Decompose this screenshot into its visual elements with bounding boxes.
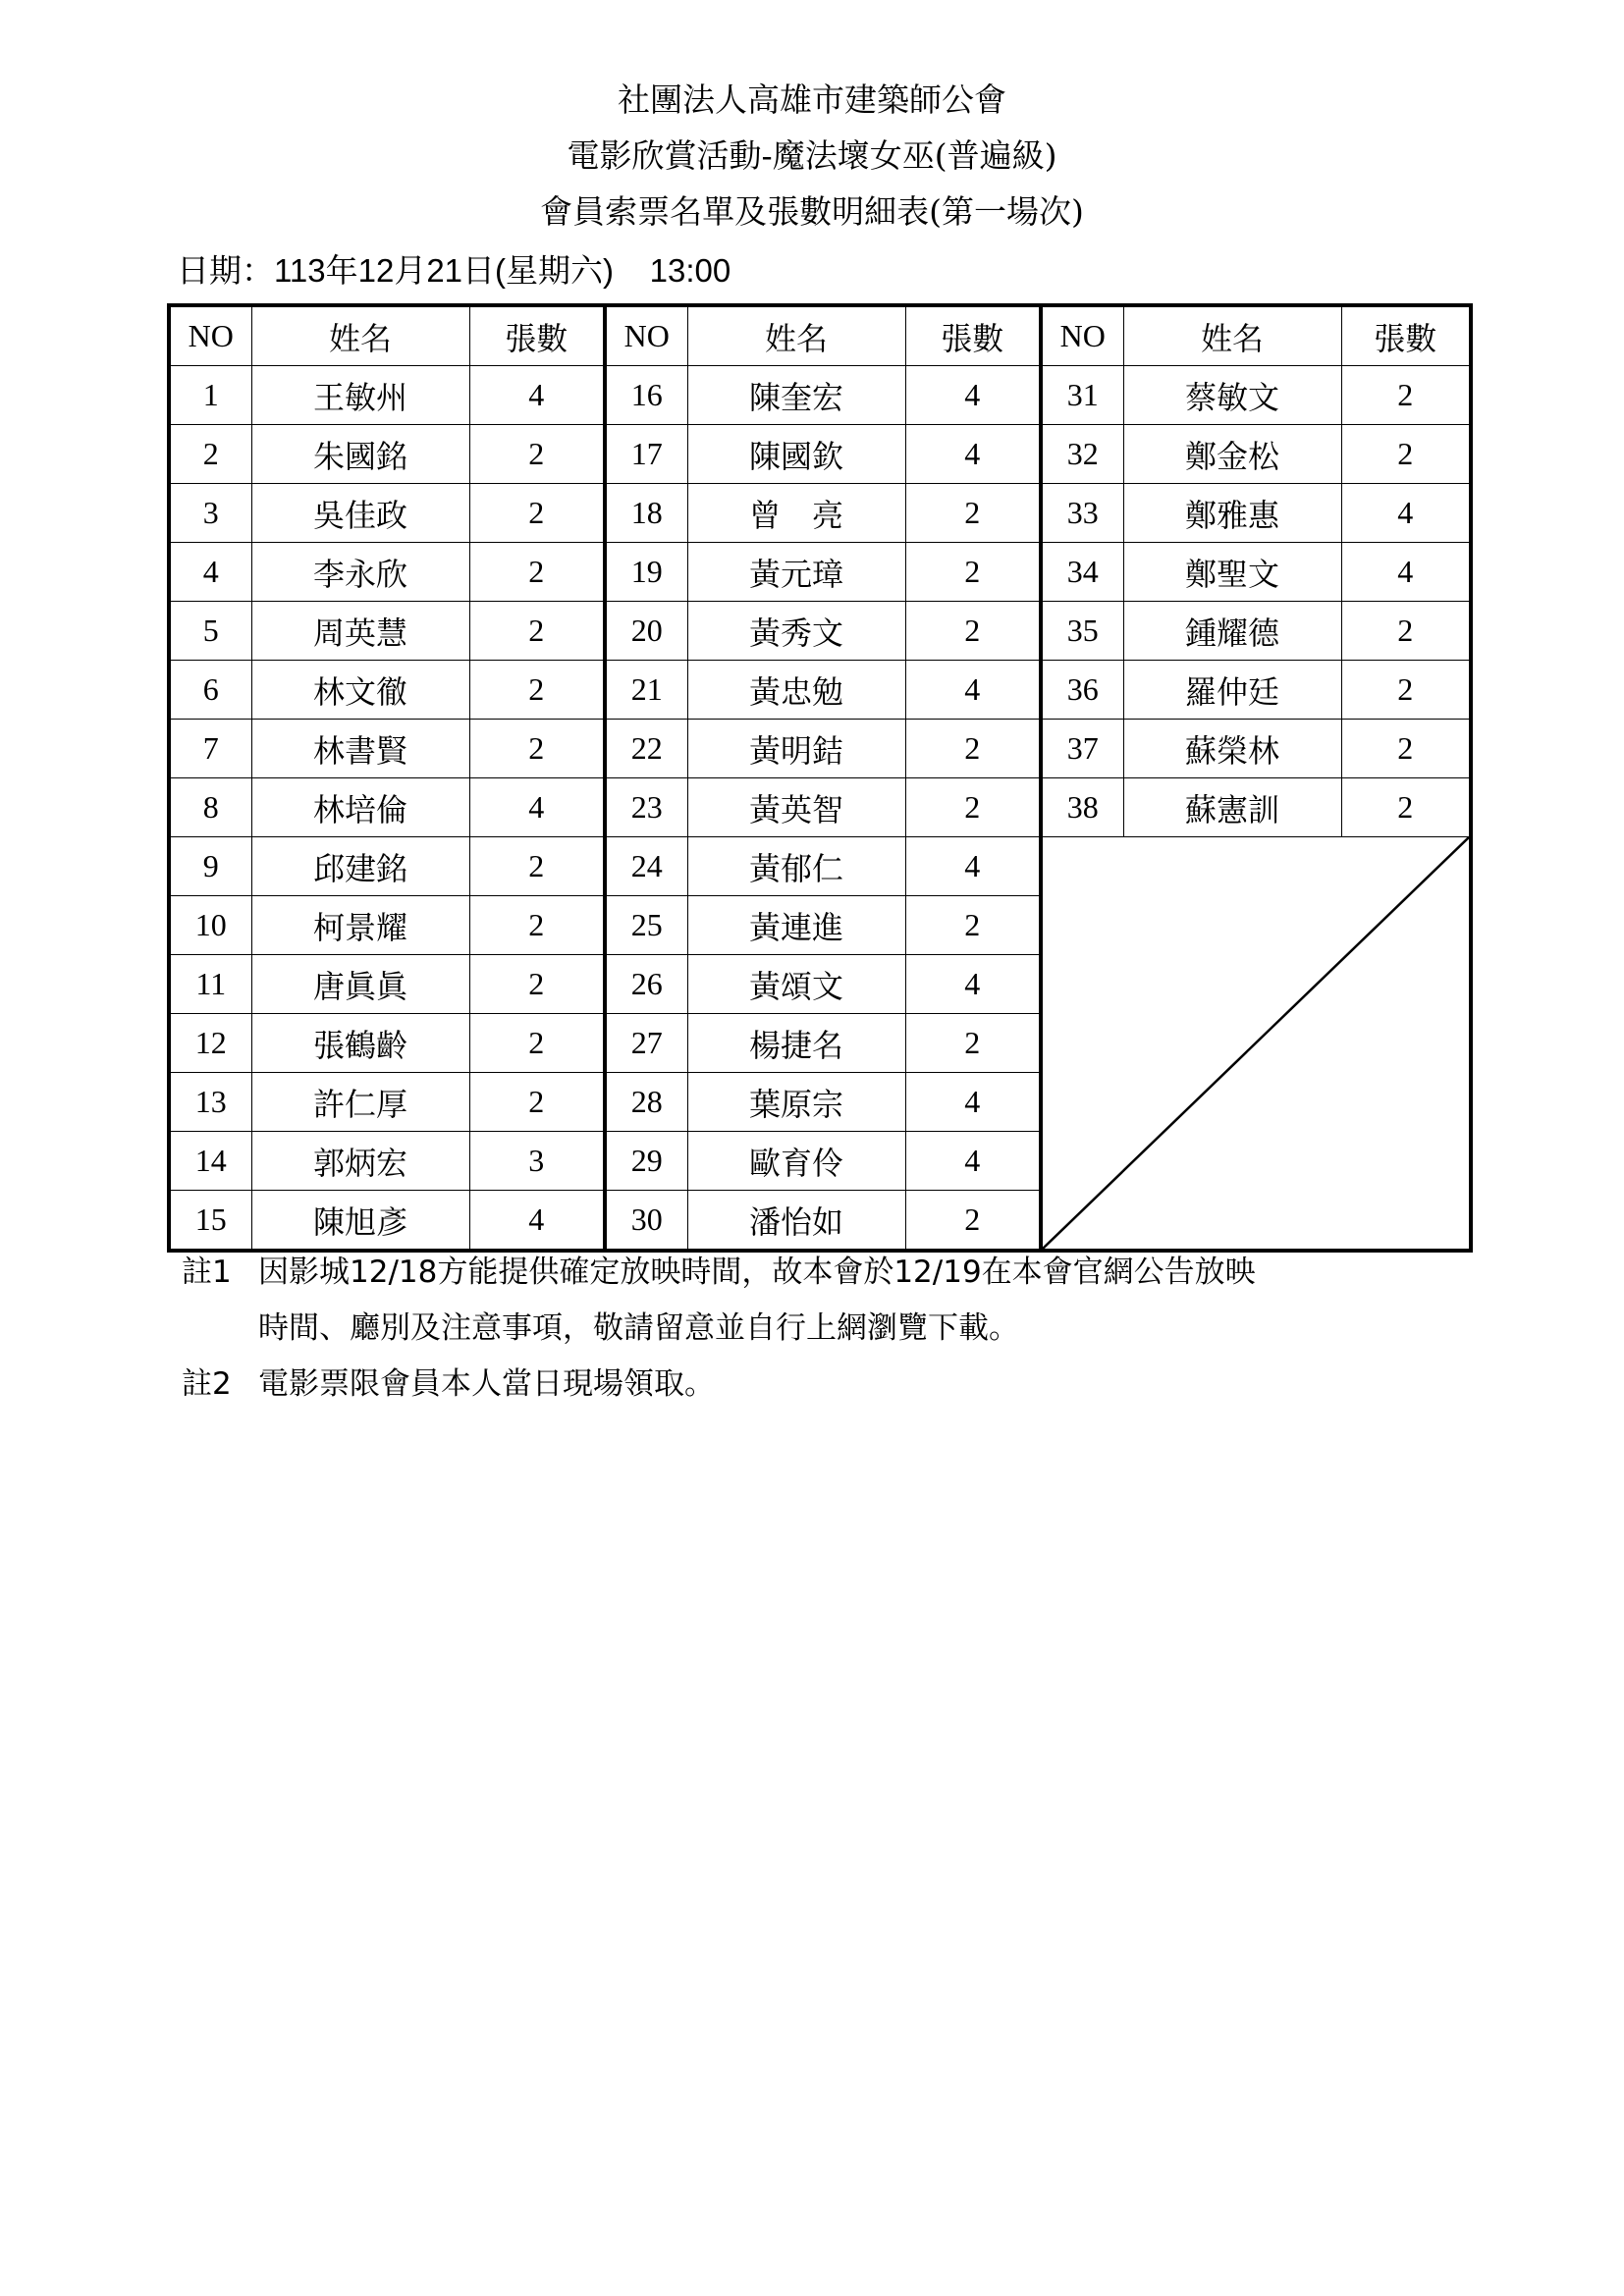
event-date: 日期：113年12月21日(星期六) 13:00 bbox=[177, 252, 731, 289]
table-row bbox=[169, 837, 1471, 896]
ticket-count: 2 bbox=[1341, 778, 1471, 837]
member-no: 37 bbox=[1041, 720, 1123, 778]
member-name: 郭炳宏 bbox=[251, 1132, 469, 1191]
ticket-count: 2 bbox=[905, 778, 1041, 837]
name-header: 姓名 bbox=[1123, 305, 1341, 366]
member-name: 林文徹 bbox=[251, 661, 469, 720]
member-no: 34 bbox=[1041, 543, 1123, 602]
ticket-count: 2 bbox=[1341, 602, 1471, 661]
member-no: 4 bbox=[169, 543, 251, 602]
ticket-count: 4 bbox=[905, 366, 1041, 425]
name-header: 姓名 bbox=[251, 305, 469, 366]
member-name: 葉原宗 bbox=[687, 1073, 905, 1132]
member-name: 羅仲廷 bbox=[1123, 661, 1341, 720]
no-header: NO bbox=[1041, 305, 1123, 366]
member-name: 黃明銡 bbox=[687, 720, 905, 778]
list-title: 會員索票名單及張數明細表(第一場次) bbox=[540, 192, 1084, 231]
member-name: 歐育伶 bbox=[687, 1132, 905, 1191]
ticket-count: 4 bbox=[905, 1132, 1041, 1191]
ticket-count: 2 bbox=[469, 543, 605, 602]
member-name: 王敏州 bbox=[251, 366, 469, 425]
member-name: 陳旭彥 bbox=[251, 1191, 469, 1252]
ticket-count: 3 bbox=[469, 1132, 605, 1191]
member-name: 黃頌文 bbox=[687, 955, 905, 1014]
member-no: 35 bbox=[1041, 602, 1123, 661]
member-name: 黃忠勉 bbox=[687, 661, 905, 720]
ticket-count: 2 bbox=[1341, 661, 1471, 720]
ticket-count: 2 bbox=[469, 602, 605, 661]
member-name: 陳奎宏 bbox=[687, 366, 905, 425]
member-name: 邱建銘 bbox=[251, 837, 469, 896]
ticket-count: 2 bbox=[905, 543, 1041, 602]
ticket-count: 2 bbox=[469, 1014, 605, 1073]
ticket-count: 2 bbox=[905, 720, 1041, 778]
ticket-count: 2 bbox=[469, 720, 605, 778]
member-name: 蘇憲訓 bbox=[1123, 778, 1341, 837]
member-no: 3 bbox=[169, 484, 251, 543]
member-name: 鍾耀德 bbox=[1123, 602, 1341, 661]
member-no: 28 bbox=[605, 1073, 687, 1132]
member-no: 17 bbox=[605, 425, 687, 484]
member-name: 許仁厚 bbox=[251, 1073, 469, 1132]
member-name: 林書賢 bbox=[251, 720, 469, 778]
document-title: 社團法人高雄市建築師公會 bbox=[618, 80, 1006, 119]
member-no: 13 bbox=[169, 1073, 251, 1132]
table-row bbox=[169, 778, 1471, 837]
member-no: 9 bbox=[169, 837, 251, 896]
member-no: 31 bbox=[1041, 366, 1123, 425]
member-name: 朱國銘 bbox=[251, 425, 469, 484]
member-no: 5 bbox=[169, 602, 251, 661]
note-2 bbox=[182, 1357, 1256, 1413]
ticket-count: 2 bbox=[469, 837, 605, 896]
member-name: 鄭聖文 bbox=[1123, 543, 1341, 602]
notes bbox=[182, 1245, 1256, 1413]
member-name: 周英慧 bbox=[251, 602, 469, 661]
table-row bbox=[169, 543, 1471, 602]
member-name: 曾 亮 bbox=[687, 484, 905, 543]
table-row bbox=[169, 366, 1471, 425]
member-no: 32 bbox=[1041, 425, 1123, 484]
note-1 bbox=[182, 1245, 1256, 1301]
member-no: 2 bbox=[169, 425, 251, 484]
member-no: 11 bbox=[169, 955, 251, 1014]
ticket-count: 2 bbox=[905, 484, 1041, 543]
ticket-count: 2 bbox=[905, 896, 1041, 955]
member-name: 唐眞眞 bbox=[251, 955, 469, 1014]
member-no: 15 bbox=[169, 1191, 251, 1252]
member-name: 鄭雅惠 bbox=[1123, 484, 1341, 543]
ticket-count: 2 bbox=[469, 425, 605, 484]
member-name: 黃元璋 bbox=[687, 543, 905, 602]
member-name: 蘇榮林 bbox=[1123, 720, 1341, 778]
count-header: 張數 bbox=[469, 305, 605, 366]
member-no: 18 bbox=[605, 484, 687, 543]
note-text: 因影城12/18方能提供確定放映時間，故本會於12/19在本會官網公告放映 bbox=[258, 1255, 1256, 1290]
name-header: 姓名 bbox=[687, 305, 905, 366]
ticket-count: 2 bbox=[469, 484, 605, 543]
table-row bbox=[169, 661, 1471, 720]
member-no: 16 bbox=[605, 366, 687, 425]
member-no: 7 bbox=[169, 720, 251, 778]
member-no: 36 bbox=[1041, 661, 1123, 720]
table-header-row bbox=[169, 305, 1471, 366]
member-no: 12 bbox=[169, 1014, 251, 1073]
ticket-count: 4 bbox=[905, 955, 1041, 1014]
ticket-count: 4 bbox=[905, 425, 1041, 484]
ticket-count: 2 bbox=[905, 1191, 1041, 1252]
event-title: 電影欣賞活動-魔法壞女巫(普遍級) bbox=[567, 136, 1057, 175]
member-no: 21 bbox=[605, 661, 687, 720]
ticket-count: 4 bbox=[1341, 543, 1471, 602]
ticket-count: 4 bbox=[469, 1191, 605, 1252]
member-no: 19 bbox=[605, 543, 687, 602]
member-name: 黃郁仁 bbox=[687, 837, 905, 896]
member-no: 1 bbox=[169, 366, 251, 425]
ticket-count: 4 bbox=[905, 661, 1041, 720]
member-no: 22 bbox=[605, 720, 687, 778]
table-row bbox=[169, 484, 1471, 543]
note-text: 電影票限會員本人當日現場領取。 bbox=[258, 1366, 715, 1402]
diagonal-strike-line bbox=[1043, 837, 1469, 1249]
member-no: 8 bbox=[169, 778, 251, 837]
member-name: 林培倫 bbox=[251, 778, 469, 837]
ticket-count: 2 bbox=[905, 1014, 1041, 1073]
member-name: 張鶴齡 bbox=[251, 1014, 469, 1073]
member-name: 黃秀文 bbox=[687, 602, 905, 661]
note-label: 註2 bbox=[182, 1366, 232, 1402]
member-no: 6 bbox=[169, 661, 251, 720]
table-row bbox=[169, 720, 1471, 778]
ticket-count: 2 bbox=[905, 602, 1041, 661]
member-name: 陳國欽 bbox=[687, 425, 905, 484]
member-no: 38 bbox=[1041, 778, 1123, 837]
member-name: 蔡敏文 bbox=[1123, 366, 1341, 425]
member-no: 14 bbox=[169, 1132, 251, 1191]
no-header: NO bbox=[605, 305, 687, 366]
member-no: 29 bbox=[605, 1132, 687, 1191]
member-name: 柯景耀 bbox=[251, 896, 469, 955]
ticket-count: 4 bbox=[1341, 484, 1471, 543]
member-name: 黃英智 bbox=[687, 778, 905, 837]
member-name: 潘怡如 bbox=[687, 1191, 905, 1252]
ticket-count: 2 bbox=[1341, 425, 1471, 484]
table-row bbox=[169, 425, 1471, 484]
member-no: 23 bbox=[605, 778, 687, 837]
note-label: 註1 bbox=[182, 1255, 232, 1290]
member-name: 鄭金松 bbox=[1123, 425, 1341, 484]
ticket-count: 4 bbox=[905, 837, 1041, 896]
member-no: 10 bbox=[169, 896, 251, 955]
member-no: 33 bbox=[1041, 484, 1123, 543]
member-no: 26 bbox=[605, 955, 687, 1014]
ticket-count: 4 bbox=[469, 366, 605, 425]
ticket-roster-table bbox=[167, 303, 1473, 1253]
count-header: 張數 bbox=[905, 305, 1041, 366]
member-name: 楊捷名 bbox=[687, 1014, 905, 1073]
ticket-count: 2 bbox=[469, 1073, 605, 1132]
member-name: 黃連進 bbox=[687, 896, 905, 955]
member-no: 27 bbox=[605, 1014, 687, 1073]
note-1-continued: 時間、廳別及注意事項，敬請留意並自行上網瀏覽下載。 bbox=[258, 1310, 1019, 1346]
ticket-count: 4 bbox=[905, 1073, 1041, 1132]
member-no: 25 bbox=[605, 896, 687, 955]
table-row bbox=[169, 602, 1471, 661]
member-no: 20 bbox=[605, 602, 687, 661]
member-name: 吳佳政 bbox=[251, 484, 469, 543]
count-header: 張數 bbox=[1341, 305, 1471, 366]
ticket-count: 2 bbox=[469, 896, 605, 955]
ticket-count: 2 bbox=[469, 955, 605, 1014]
ticket-count: 2 bbox=[1341, 366, 1471, 425]
member-no: 24 bbox=[605, 837, 687, 896]
member-no: 30 bbox=[605, 1191, 687, 1252]
no-header: NO bbox=[169, 305, 251, 366]
member-name: 李永欣 bbox=[251, 543, 469, 602]
ticket-count: 4 bbox=[469, 778, 605, 837]
ticket-count: 2 bbox=[1341, 720, 1471, 778]
ticket-count: 2 bbox=[469, 661, 605, 720]
empty-cells-crossed bbox=[1041, 837, 1471, 1252]
